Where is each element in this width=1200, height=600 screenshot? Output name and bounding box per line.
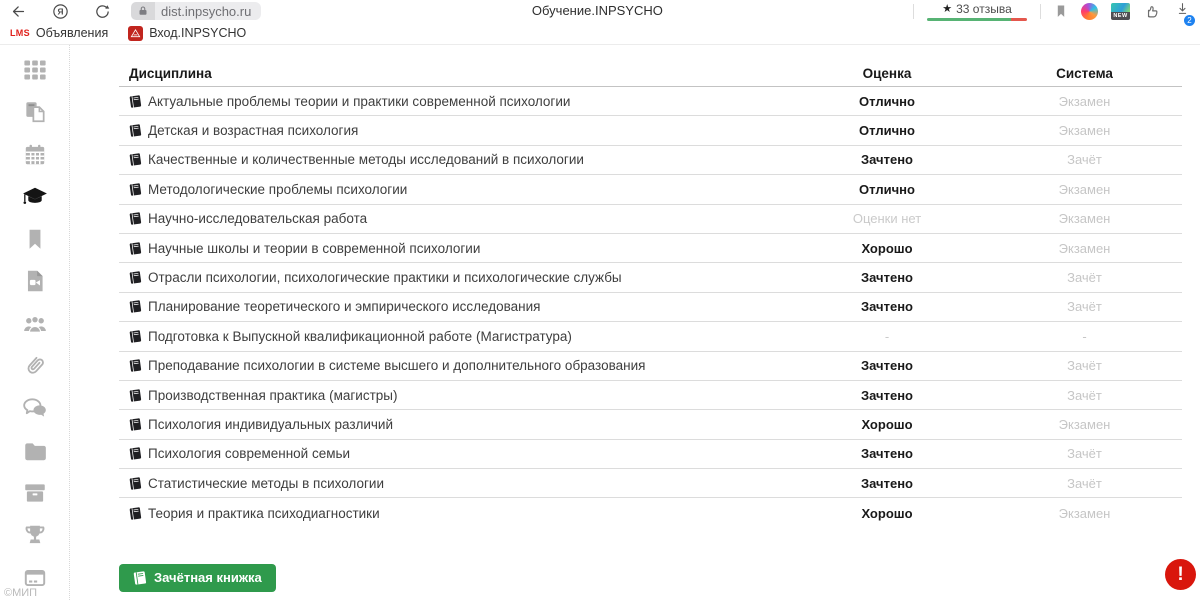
table-row[interactable] bbox=[119, 146, 1182, 175]
discipline-name: Подготовка к Выпускной квалификационной работе (Магистратура) bbox=[148, 328, 572, 344]
system-value: Зачёт bbox=[1067, 387, 1102, 403]
bookmark-label: Вход.INPSYCHO bbox=[149, 26, 247, 40]
discipline-name: Теория и практика психодиагностики bbox=[148, 505, 380, 521]
book-icon bbox=[129, 418, 142, 431]
grade-value: Хорошо bbox=[861, 416, 913, 432]
page-content bbox=[0, 45, 1200, 600]
book-icon bbox=[129, 271, 142, 284]
grade-value: Хорошо bbox=[861, 240, 913, 256]
new-feature-icon[interactable]: NEW bbox=[1111, 3, 1130, 20]
discipline-name: Психология современной семьи bbox=[148, 446, 351, 462]
system-value: Экзамен bbox=[1058, 211, 1111, 227]
bookmark-icon[interactable] bbox=[22, 226, 48, 252]
book-icon bbox=[129, 300, 142, 313]
toolbar-separator bbox=[913, 4, 914, 19]
table-row[interactable] bbox=[119, 293, 1182, 322]
system-value: Экзамен bbox=[1058, 240, 1111, 256]
system-value: Зачёт bbox=[1067, 299, 1102, 315]
gestures-icon[interactable] bbox=[1143, 2, 1162, 21]
address-bar[interactable]: dist.inpsycho.ru bbox=[155, 2, 261, 20]
system-value: Зачёт bbox=[1067, 358, 1102, 374]
education-icon[interactable] bbox=[22, 184, 48, 210]
table-row[interactable] bbox=[119, 498, 1182, 527]
book-icon bbox=[129, 477, 142, 490]
system-value: Экзамен bbox=[1058, 181, 1111, 197]
grades-table bbox=[119, 61, 1182, 528]
book-icon bbox=[129, 153, 142, 166]
header-system: Система bbox=[1056, 66, 1113, 81]
table-row[interactable] bbox=[119, 322, 1182, 351]
book-icon bbox=[129, 507, 142, 520]
bookmark-item-login[interactable] bbox=[128, 26, 246, 41]
system-value: Экзамен bbox=[1058, 123, 1111, 139]
bookmarks-bar bbox=[0, 22, 1200, 45]
users-icon[interactable] bbox=[22, 311, 48, 337]
table-row[interactable] bbox=[119, 410, 1182, 439]
reload-icon[interactable] bbox=[94, 3, 111, 20]
folder-icon[interactable] bbox=[22, 438, 48, 464]
table-row[interactable] bbox=[119, 234, 1182, 263]
grade-value: Зачтено bbox=[861, 270, 913, 286]
grade-value: Оценки нет bbox=[852, 211, 922, 227]
book-icon bbox=[129, 447, 142, 460]
grade-value: Зачтено bbox=[861, 152, 913, 168]
browser-extension-icon[interactable] bbox=[1081, 3, 1098, 20]
attachment-icon[interactable] bbox=[22, 353, 48, 379]
grade-value: - bbox=[884, 328, 890, 344]
table-row[interactable] bbox=[119, 352, 1182, 381]
documents-icon[interactable] bbox=[22, 99, 48, 125]
book-icon bbox=[129, 212, 142, 225]
grade-value: Зачтено bbox=[861, 387, 913, 403]
discipline-name: Методологические проблемы психологии bbox=[148, 181, 408, 197]
table-row[interactable] bbox=[119, 87, 1182, 116]
book-icon bbox=[129, 242, 142, 255]
system-value: Зачёт bbox=[1067, 475, 1102, 491]
grade-value: Отлично bbox=[859, 181, 915, 197]
alert-icon[interactable]: ! bbox=[1165, 559, 1196, 590]
book-icon bbox=[133, 571, 147, 585]
site-reviews-rating[interactable] bbox=[927, 2, 1027, 21]
grades-section bbox=[119, 45, 1182, 600]
discipline-name: Психология индивидуальных различий bbox=[148, 416, 393, 432]
system-value: - bbox=[1082, 328, 1087, 344]
mip-favicon bbox=[128, 26, 143, 41]
discipline-name: Планирование теоретического и эмпирического исследования bbox=[148, 299, 541, 315]
lms-favicon: LMS bbox=[10, 28, 30, 38]
table-row[interactable] bbox=[119, 469, 1182, 498]
discipline-name: Отрасли психологии, психологические практики и психологические службы bbox=[148, 270, 622, 286]
sidebar-footer-label: ©МИП bbox=[4, 587, 38, 599]
system-value: Экзамен bbox=[1058, 93, 1111, 109]
system-value: Зачёт bbox=[1067, 446, 1102, 462]
grade-value: Зачтено bbox=[861, 475, 913, 491]
bookmark-item-announcements[interactable] bbox=[10, 26, 108, 40]
discipline-name: Актуальные проблемы теории и практики современной психологии bbox=[148, 93, 571, 109]
calendar-icon[interactable] bbox=[22, 142, 48, 168]
rating-meter bbox=[927, 18, 1027, 21]
system-value: Экзамен bbox=[1058, 416, 1111, 432]
archive-icon[interactable] bbox=[22, 480, 48, 506]
browser-toolbar bbox=[0, 0, 1200, 25]
bookmark-flag-icon[interactable] bbox=[1054, 3, 1068, 19]
toolbar-separator bbox=[1040, 4, 1041, 19]
book-icon bbox=[129, 183, 142, 196]
ssl-lock-icon[interactable] bbox=[131, 2, 155, 20]
grade-value: Отлично bbox=[859, 93, 915, 109]
grade-value: Зачтено bbox=[861, 299, 913, 315]
book-icon bbox=[129, 124, 142, 137]
grade-value: Отлично bbox=[859, 123, 915, 139]
sidebar-nav bbox=[0, 45, 70, 600]
discipline-name: Статистические методы в психологии bbox=[148, 475, 384, 491]
table-header-row bbox=[119, 61, 1182, 87]
grade-value: Зачтено bbox=[861, 358, 913, 374]
trophy-icon[interactable] bbox=[22, 522, 48, 548]
bookmark-label: Объявления bbox=[35, 26, 109, 40]
table-row[interactable] bbox=[119, 116, 1182, 145]
back-icon[interactable] bbox=[10, 3, 27, 20]
discipline-name: Качественные и количественные методы исследований в психологии bbox=[148, 152, 584, 168]
gradebook-button-label: Зачётная книжка bbox=[154, 570, 262, 586]
grade-value: Хорошо bbox=[861, 505, 913, 521]
discipline-name: Производственная практика (магистры) bbox=[148, 387, 398, 403]
chat-icon[interactable] bbox=[22, 395, 48, 421]
book-icon bbox=[129, 95, 142, 108]
discipline-name: Научные школы и теории в современной психологии bbox=[148, 240, 481, 256]
yandex-browser-icon[interactable] bbox=[51, 2, 70, 21]
discipline-name: Преподавание психологии в системе высшего и дополнительного образования bbox=[148, 358, 646, 374]
book-icon bbox=[129, 330, 142, 343]
table-row[interactable] bbox=[119, 175, 1182, 204]
grade-value: Зачтено bbox=[861, 446, 913, 462]
system-value: Зачёт bbox=[1067, 152, 1102, 168]
discipline-name: Научно-исследовательская работа bbox=[148, 211, 368, 227]
system-value: Экзамен bbox=[1058, 505, 1111, 521]
header-grade: Оценка bbox=[862, 66, 912, 81]
apps-grid-icon[interactable] bbox=[22, 57, 48, 83]
table-row[interactable] bbox=[119, 440, 1182, 469]
discipline-name: Детская и возрастная психология bbox=[148, 123, 359, 139]
table-body bbox=[119, 87, 1182, 528]
downloads-count-badge: 2 bbox=[1184, 15, 1195, 26]
downloads-icon[interactable] bbox=[1175, 1, 1192, 25]
table-row[interactable] bbox=[119, 263, 1182, 292]
system-value: Зачёт bbox=[1067, 270, 1102, 286]
svg-text:Я: Я bbox=[57, 6, 64, 17]
star-icon: ★ bbox=[942, 3, 953, 15]
page-title: Обучение.INPSYCHO bbox=[531, 3, 663, 18]
table-row[interactable] bbox=[119, 381, 1182, 410]
book-icon bbox=[129, 359, 142, 372]
gradebook-button[interactable] bbox=[119, 564, 276, 592]
video-icon[interactable] bbox=[22, 268, 48, 294]
header-discipline: Дисциплина bbox=[129, 66, 212, 81]
table-row[interactable] bbox=[119, 205, 1182, 234]
book-icon bbox=[129, 389, 142, 402]
reviews-count-label: 33 отзыва bbox=[956, 1, 1012, 16]
